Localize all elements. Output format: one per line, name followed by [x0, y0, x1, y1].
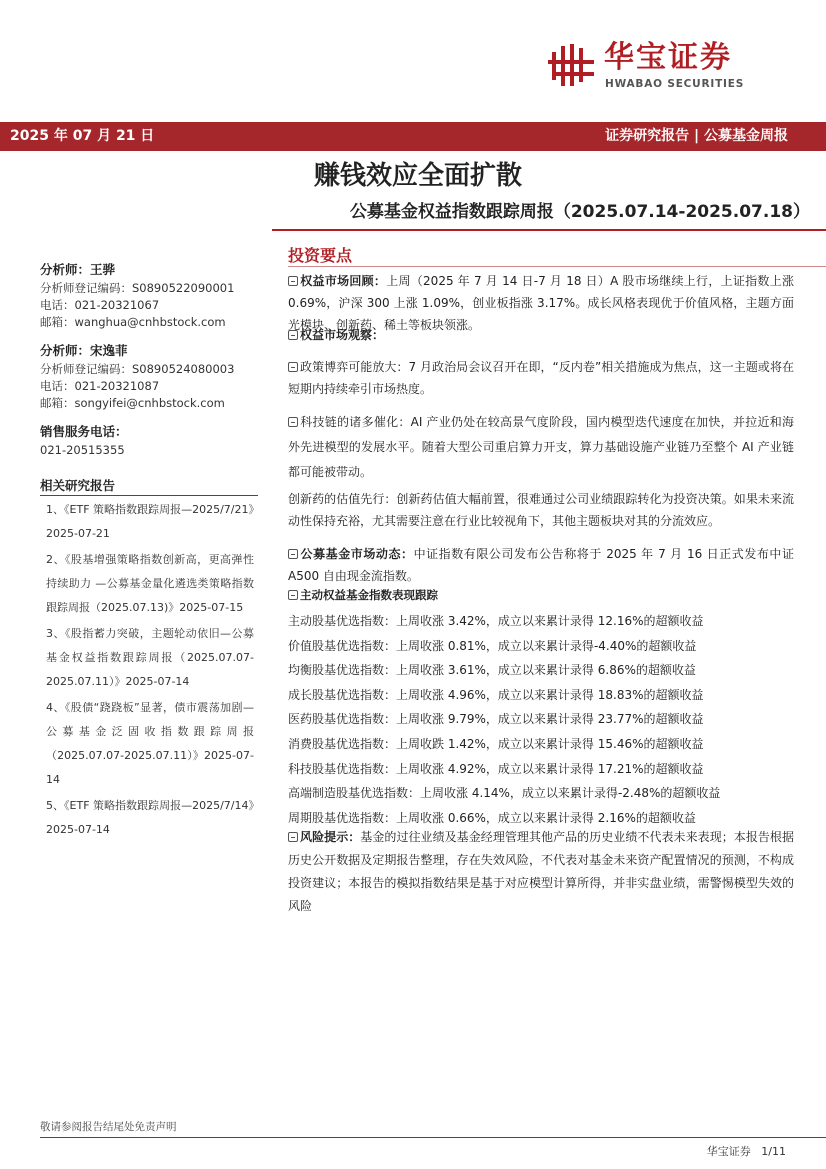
page-subtitle: 公募基金权益指数跟踪周报（2025.07.14-2025.07.18） [349, 202, 810, 222]
observation-text: 政策博弈可能放大：7 月政治局会议召开在即，“反内卷”相关措施成为焦点，这一主题或将在短期内持续牵引市场热度。 [288, 360, 794, 396]
analyst-email[interactable]: 邮箱：wanghua@cnhbstock.com [40, 315, 226, 329]
analyst-panel [40, 260, 258, 459]
report-type: 证券研究报告 | 公募基金周报 [605, 128, 788, 144]
footer-company-page [707, 1143, 786, 1159]
related-report-item[interactable]: 4、《股债“跷跷板”显著，债市震荡加剧—公募基金泛固收指数跟踪周报（2025.07.07-2025.07.11）》2025-07-14 [46, 701, 254, 786]
logo-english-name: HWABAO SECURITIES [605, 78, 745, 90]
fund-market-label: 公募基金市场动态： [300, 547, 414, 561]
section-divider [288, 266, 826, 267]
company-logo [548, 40, 780, 94]
analyst-email[interactable]: 邮箱：songyifei@cnhbstock.com [40, 396, 225, 410]
index-row: 主动股基优选指数：上周收涨 3.42%，成立以来累计录得 12.16%的超额收益 [288, 614, 704, 628]
bullet-icon [288, 832, 298, 842]
analyst-phone: 电话：021-20321067 [40, 298, 160, 312]
index-row: 周期股基优选指数：上周收涨 0.66%，成立以来累计录得 2.16%的超额收益 [288, 810, 696, 825]
index-row: 价值股基优选指数：上周收涨 0.81%，成立以来累计录得-4.40%的超额收益 [288, 638, 697, 653]
index-row: 消费股基优选指数：上周收跌 1.42%，成立以来累计录得 15.46%的超额收益 [288, 736, 704, 751]
observation-pharma [288, 488, 794, 532]
market-review-label: 权益市场回顾： [300, 274, 387, 288]
index-row: 医药股基优选指数：上周收涨 9.79%，成立以来累计录得 23.77%的超额收益 [288, 712, 704, 727]
bullet-icon [288, 417, 298, 427]
index-tracking [288, 584, 794, 830]
footer-company: 华宝证券 [706, 1145, 751, 1158]
bullet-icon [288, 276, 298, 286]
analyst-reg: 分析师登记编码：S0890522090001 [40, 281, 235, 295]
index-row: 均衡股基优选指数：上周收涨 3.61%，成立以来累计录得 6.86%的超额收益 [288, 663, 696, 678]
fund-market-news [288, 543, 794, 587]
bullet-icon [288, 590, 298, 600]
related-report-item[interactable]: 2、《股基增强策略指数创新高，更高弹性持续助力 —公募基金量化遴选类策略指数跟踪周报（2025.07.13)》2025-07-15 [46, 553, 254, 614]
analyst-name: 分析师：王骅 [40, 262, 116, 277]
related-report-item[interactable]: 1、《ETF 策略指数跟踪周报—2025/7/21》2025-07-21 [46, 503, 254, 540]
observation-text: 科技链的诸多催化：AI 产业仍处在较高景气度阶段，国内模型迭代速度在加快，并拉近和海外先进模型的发展水平。随着大型公司重启算力开支，算力基础设施产业链乃至整个 AI 产业链都可能被带动。 [288, 415, 794, 479]
fund-market-text: 中证指数有限公司发布公告称将于 2025 年 7 月 16 日正式发布中证 A500 自由现金流指数。 [288, 547, 794, 583]
index-row: 高端制造股基优选指数：上周收涨 4.14%，成立以来累计录得-2.48%的超额收益 [288, 786, 721, 801]
risk-warning [288, 826, 794, 918]
report-date: 2025 年 07 月 21 日 [10, 128, 155, 144]
bullet-icon [288, 549, 298, 559]
observation-policy [288, 356, 794, 400]
page-title: 赚钱效应全面扩散 [313, 161, 522, 191]
footer-disclaimer: 敬请参阅报告结尾处免责声明 [40, 1121, 177, 1133]
analyst-phone: 电话：021-20321087 [40, 379, 160, 393]
section-title: 投资要点 [288, 246, 353, 265]
related-reports-list [46, 498, 254, 844]
sales-label: 销售服务电话： [40, 424, 128, 439]
index-tracking-label: 主动权益基金指数表现跟踪 [300, 588, 438, 602]
market-observation-label: 权益市场观察： [300, 328, 385, 342]
observation-tech [288, 410, 794, 485]
logo-chinese-name: 华宝证券 [604, 40, 732, 75]
title-divider [272, 229, 826, 231]
analyst-reg: 分析师登记编码：S0890524080003 [40, 362, 235, 376]
related-report-item[interactable]: 5、《ETF 策略指数跟踪周报—2025/7/14》2025-07-14 [46, 799, 254, 836]
related-reports-title: 相关研究报告 [40, 478, 116, 493]
market-review-text: 上周（2025 年 7 月 14 日-7 月 18 日）A 股市场继续上行，上证指数上涨 0.69%，沪深 300 上涨 1.09%，创业板指涨 3.17%。成长风格表现优于价值风格，主题方面光模块、创新药、稀土等板块领涨。 [288, 274, 794, 332]
market-observation [288, 324, 794, 346]
header-banner [0, 122, 826, 151]
analyst-name: 分析师：宋逸菲 [40, 343, 128, 358]
page-number: 1/11 [761, 1145, 786, 1158]
hwabao-logo-icon [548, 42, 598, 88]
risk-label: 风险提示： [300, 830, 361, 844]
related-report-item[interactable]: 3、《股指蓄力突破，主题轮动依旧—公募基金权益指数跟踪周报（2025.07.07-2025.07.11）》2025-07-14 [46, 627, 254, 688]
index-row: 成长股基优选指数：上周收涨 4.96%，成立以来累计录得 18.83%的超额收益 [288, 687, 704, 702]
footer-divider [40, 1137, 826, 1138]
bullet-icon [288, 362, 298, 372]
observation-text: 创新药的估值先行：创新药估值大幅前置，很难通过公司业绩跟踪转化为投资决策。如果未来流动性保持充裕，尤其需要注意在行业比较视角下，其他主题板块对其的分流效应。 [288, 492, 794, 528]
risk-text: 基金的过往业绩及基金经理管理其他产品的历史业绩不代表未来表现；本报告根据历史公开数据及定期报告整理，存在失效风险，不代表对基金未来资产配置情况的预测，不构成投资建议；本报告的模拟指数结果是基于对应模型计算所得，并非实盘业绩，需警惕模型失效的风险 [288, 830, 794, 913]
sales-phone: 021-20515355 [40, 443, 125, 457]
related-reports-divider [40, 495, 258, 496]
index-row: 科技股基优选指数：上周收涨 4.92%，成立以来累计录得 17.21%的超额收益 [288, 761, 704, 776]
bullet-icon [288, 330, 298, 340]
